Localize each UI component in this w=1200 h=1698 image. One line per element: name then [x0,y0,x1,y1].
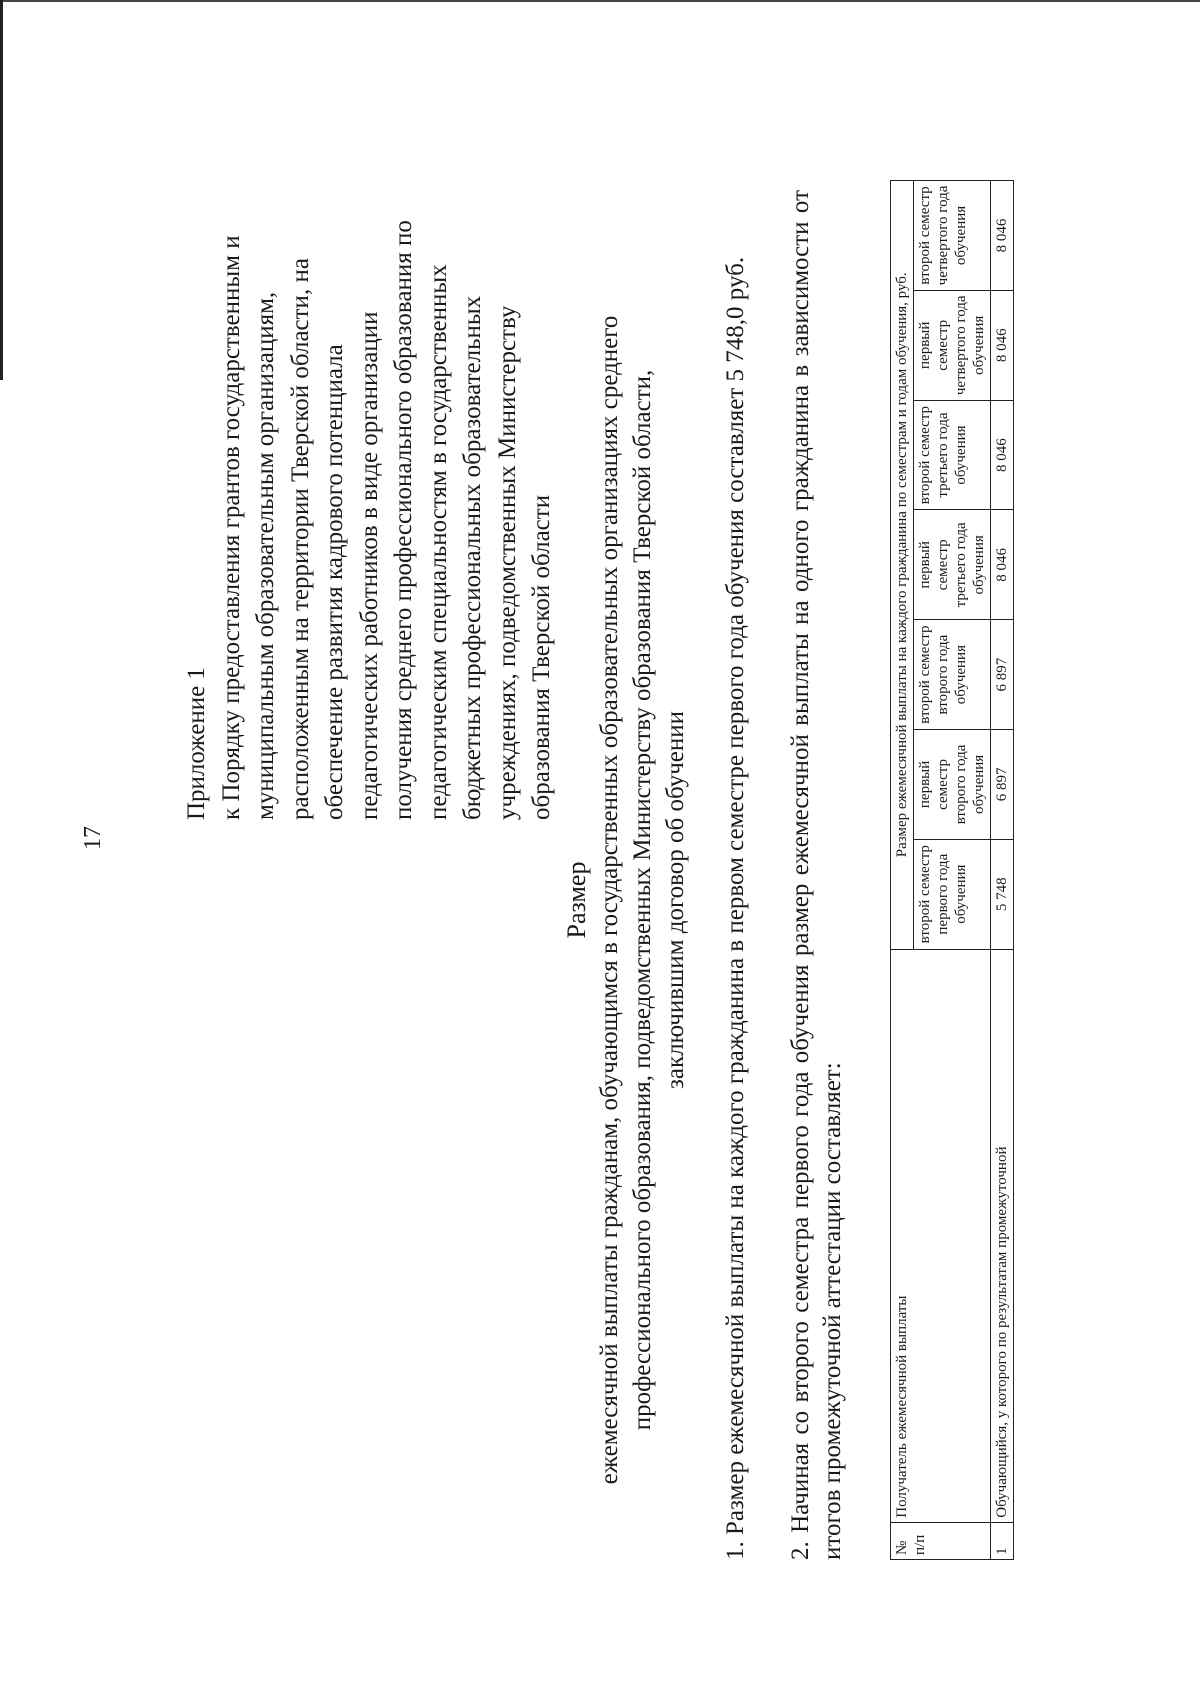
title-line: ежемесячной выплаты гражданам, обучающимся в государственных образовательных организациях среднего [596,315,623,1485]
paragraph-2: 2. Начиная со второго семестра первого года обучения размер ежемесячной выплаты на одного гражданина в зависимости от итогов промежуточной аттестации составляет: [787,190,846,1560]
appendix-line: педагогических работников в виде организации [355,311,383,820]
table-cell-value: 8 046 [991,290,1014,400]
column-header-semester: второй семестр первого года обучения [914,839,991,949]
column-header-semester: второй семестр второго года обучения [914,620,991,730]
column-header-semester: второй семестр третьего года обучения [914,400,991,510]
page-number: 17 [80,826,106,850]
table-row [991,181,1014,1560]
title-line: заключившим договор об обучении [662,710,689,1090]
appendix-line: педагогическим специальностям в государственных [424,264,452,820]
scan-border-top [0,0,1200,2]
column-header-semester: первый семестр третьего года обучения [914,510,991,620]
appendix-header [180,120,560,820]
document-title [560,250,692,1550]
column-header-recipient: Получатель ежемесячной выплаты [891,949,991,1522]
appendix-line: получения среднего профессионального образования по [390,220,417,820]
table-cell-value: 8 046 [991,510,1014,620]
table-cell-value: 6 897 [991,620,1014,730]
table-cell-value: 8 046 [991,400,1014,510]
appendix-line: учреждениях, подведомственных Министерству [493,305,521,820]
table-cell-value: 5 748 [991,839,1014,949]
table-cell-value: 8 046 [991,181,1014,291]
column-header-num: № п/п [891,1522,991,1559]
appendix-line: обеспечение развития кадрового потенциала [321,344,348,820]
appendix-line: расположенным на территории Тверской области, на [286,258,314,820]
column-group-header: Размер ежемесячной выплаты на каждого гражданина по семестрам и годам обучения, руб. [891,181,914,950]
payment-table-wrap [890,180,1014,1560]
title-line: профессионального образования, подведомственных Министерству образования Тверской области, [629,369,656,1431]
column-header-semester: первый семестр второго года обучения [914,730,991,840]
table-header-row [891,181,914,1560]
appendix-line: муниципальным образовательным организациям, [252,291,279,820]
appendix-line: Приложение 1 [183,667,210,820]
paragraph-1: 1. Размер ежемесячной выплаты на каждого гражданина в первом семестре первого года обучения составляет 5 748,0 руб. [722,256,749,1560]
document-page [60,50,1100,1650]
table-cell-num: 1 [991,1522,1014,1559]
appendix-line: бюджетных профессиональных образовательных [459,295,486,820]
column-header-semester: второй семестр четвертого года обучения [914,181,991,291]
title-word: Размер [562,861,591,939]
scan-border-left [0,0,3,380]
appendix-line: к Порядку предоставления грантов государственным и [217,235,245,820]
appendix-line: образования Тверской области [528,494,555,820]
table-cell-recipient: Обучающийся, у которого по результатам промежуточной [991,949,1014,1522]
table-cell-value: 6 897 [991,730,1014,840]
column-header-semester: первый семестр четвертого года обучения [914,290,991,400]
payment-table [890,180,1014,1560]
